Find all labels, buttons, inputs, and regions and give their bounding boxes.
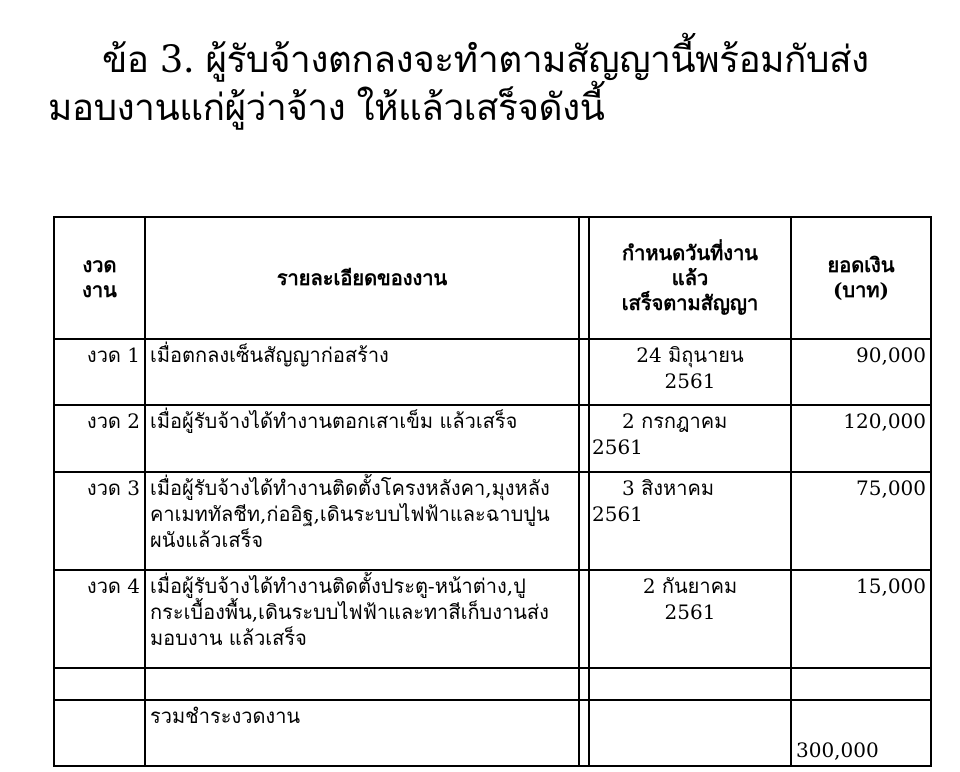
header-due-date	[589, 217, 791, 339]
installment-number: งวด 1	[54, 339, 145, 405]
installment-due-date	[589, 570, 791, 668]
empty-cell	[54, 668, 145, 700]
clause-heading-line-1: ข้อ 3. ผู้รับจ้างตกลงจะทำตามสัญญานี้พร้อมกับส่ง	[102, 38, 869, 81]
due-date-day-month: 24 มิถุนายน	[636, 343, 744, 367]
header-installment-line-2: งาน	[82, 278, 117, 302]
column-divider	[579, 472, 589, 570]
installment-number: งวด 3	[54, 472, 145, 570]
header-installment	[54, 217, 145, 339]
due-date-year: 2561	[592, 502, 643, 526]
header-due-date-line-1: กำหนดวันที่งาน	[622, 240, 758, 265]
installment-number: งวด 2	[54, 405, 145, 472]
installment-details: เมื่อตกลงเซ็นสัญญาก่อสร้าง	[145, 339, 579, 405]
column-divider	[579, 570, 589, 668]
table-row	[54, 472, 931, 570]
table-header-row	[54, 217, 931, 339]
total-row	[54, 700, 931, 766]
due-date-year: 2561	[664, 600, 716, 624]
table-row	[54, 339, 931, 405]
payment-schedule-table	[53, 216, 932, 767]
header-installment-line-1: งวด	[82, 253, 117, 277]
header-due-date-line-2: แล้ว	[671, 265, 709, 290]
empty-cell	[791, 668, 931, 700]
installment-due-date	[589, 405, 791, 472]
total-label: รวมชำระงวดงาน	[145, 700, 579, 766]
installment-amount: 120,000	[791, 405, 931, 472]
empty-cell	[54, 700, 145, 766]
table-row	[54, 570, 931, 668]
header-details: รายละเอียดของงาน	[145, 217, 579, 339]
empty-cell	[145, 668, 579, 700]
header-amount-line-1: ยอดเงิน	[827, 253, 895, 277]
header-amount	[791, 217, 931, 339]
installment-amount: 75,000	[791, 472, 931, 570]
empty-cell	[589, 668, 791, 700]
installment-details: เมื่อผู้รับจ้างได้ทำงานตอกเสาเข็ม แล้วเสร็จ	[145, 405, 579, 472]
header-divider	[579, 217, 589, 339]
header-amount-line-2: (บาท)	[832, 278, 890, 302]
clause-heading	[48, 36, 948, 132]
column-divider	[579, 700, 589, 766]
empty-cell	[589, 700, 791, 766]
due-date-year: 2561	[592, 435, 643, 459]
due-date-day-month: 2 กรกฎาคม	[622, 409, 728, 433]
installment-amount: 15,000	[791, 570, 931, 668]
installment-details: เมื่อผู้รับจ้างได้ทำงานติดตั้งประตู-หน้าต่าง,ปูกระเบื้องพื้น,เดินระบบไฟฟ้าและทาสีเก็บงานส่งมอบงาน แล้วเสร็จ	[145, 570, 579, 668]
empty-row	[54, 668, 931, 700]
total-amount: 300,000	[791, 700, 931, 766]
column-divider	[579, 339, 589, 405]
table-row	[54, 405, 931, 472]
installment-amount: 90,000	[791, 339, 931, 405]
column-divider	[579, 668, 589, 700]
installment-details: เมื่อผู้รับจ้างได้ทำงานติดตั้งโครงหลังคา,มุงหลังคาเมททัลชีท,ก่ออิฐ,เดินระบบไฟฟ้าและฉาบปูนผนังแล้วเสร็จ	[145, 472, 579, 570]
due-date-year: 2561	[664, 369, 716, 393]
installment-due-date	[589, 339, 791, 405]
installment-due-date	[589, 472, 791, 570]
column-divider	[579, 405, 589, 472]
due-date-day-month: 3 สิงหาคม	[622, 476, 715, 500]
due-date-day-month: 2 กันยาคม	[642, 574, 738, 598]
header-due-date-line-3: เสร็จตามสัญญา	[621, 290, 759, 315]
clause-heading-line-2: มอบงานแก่ผู้ว่าจ้าง ให้แล้วเสร็จดังนี้	[48, 86, 605, 129]
installment-number: งวด 4	[54, 570, 145, 668]
